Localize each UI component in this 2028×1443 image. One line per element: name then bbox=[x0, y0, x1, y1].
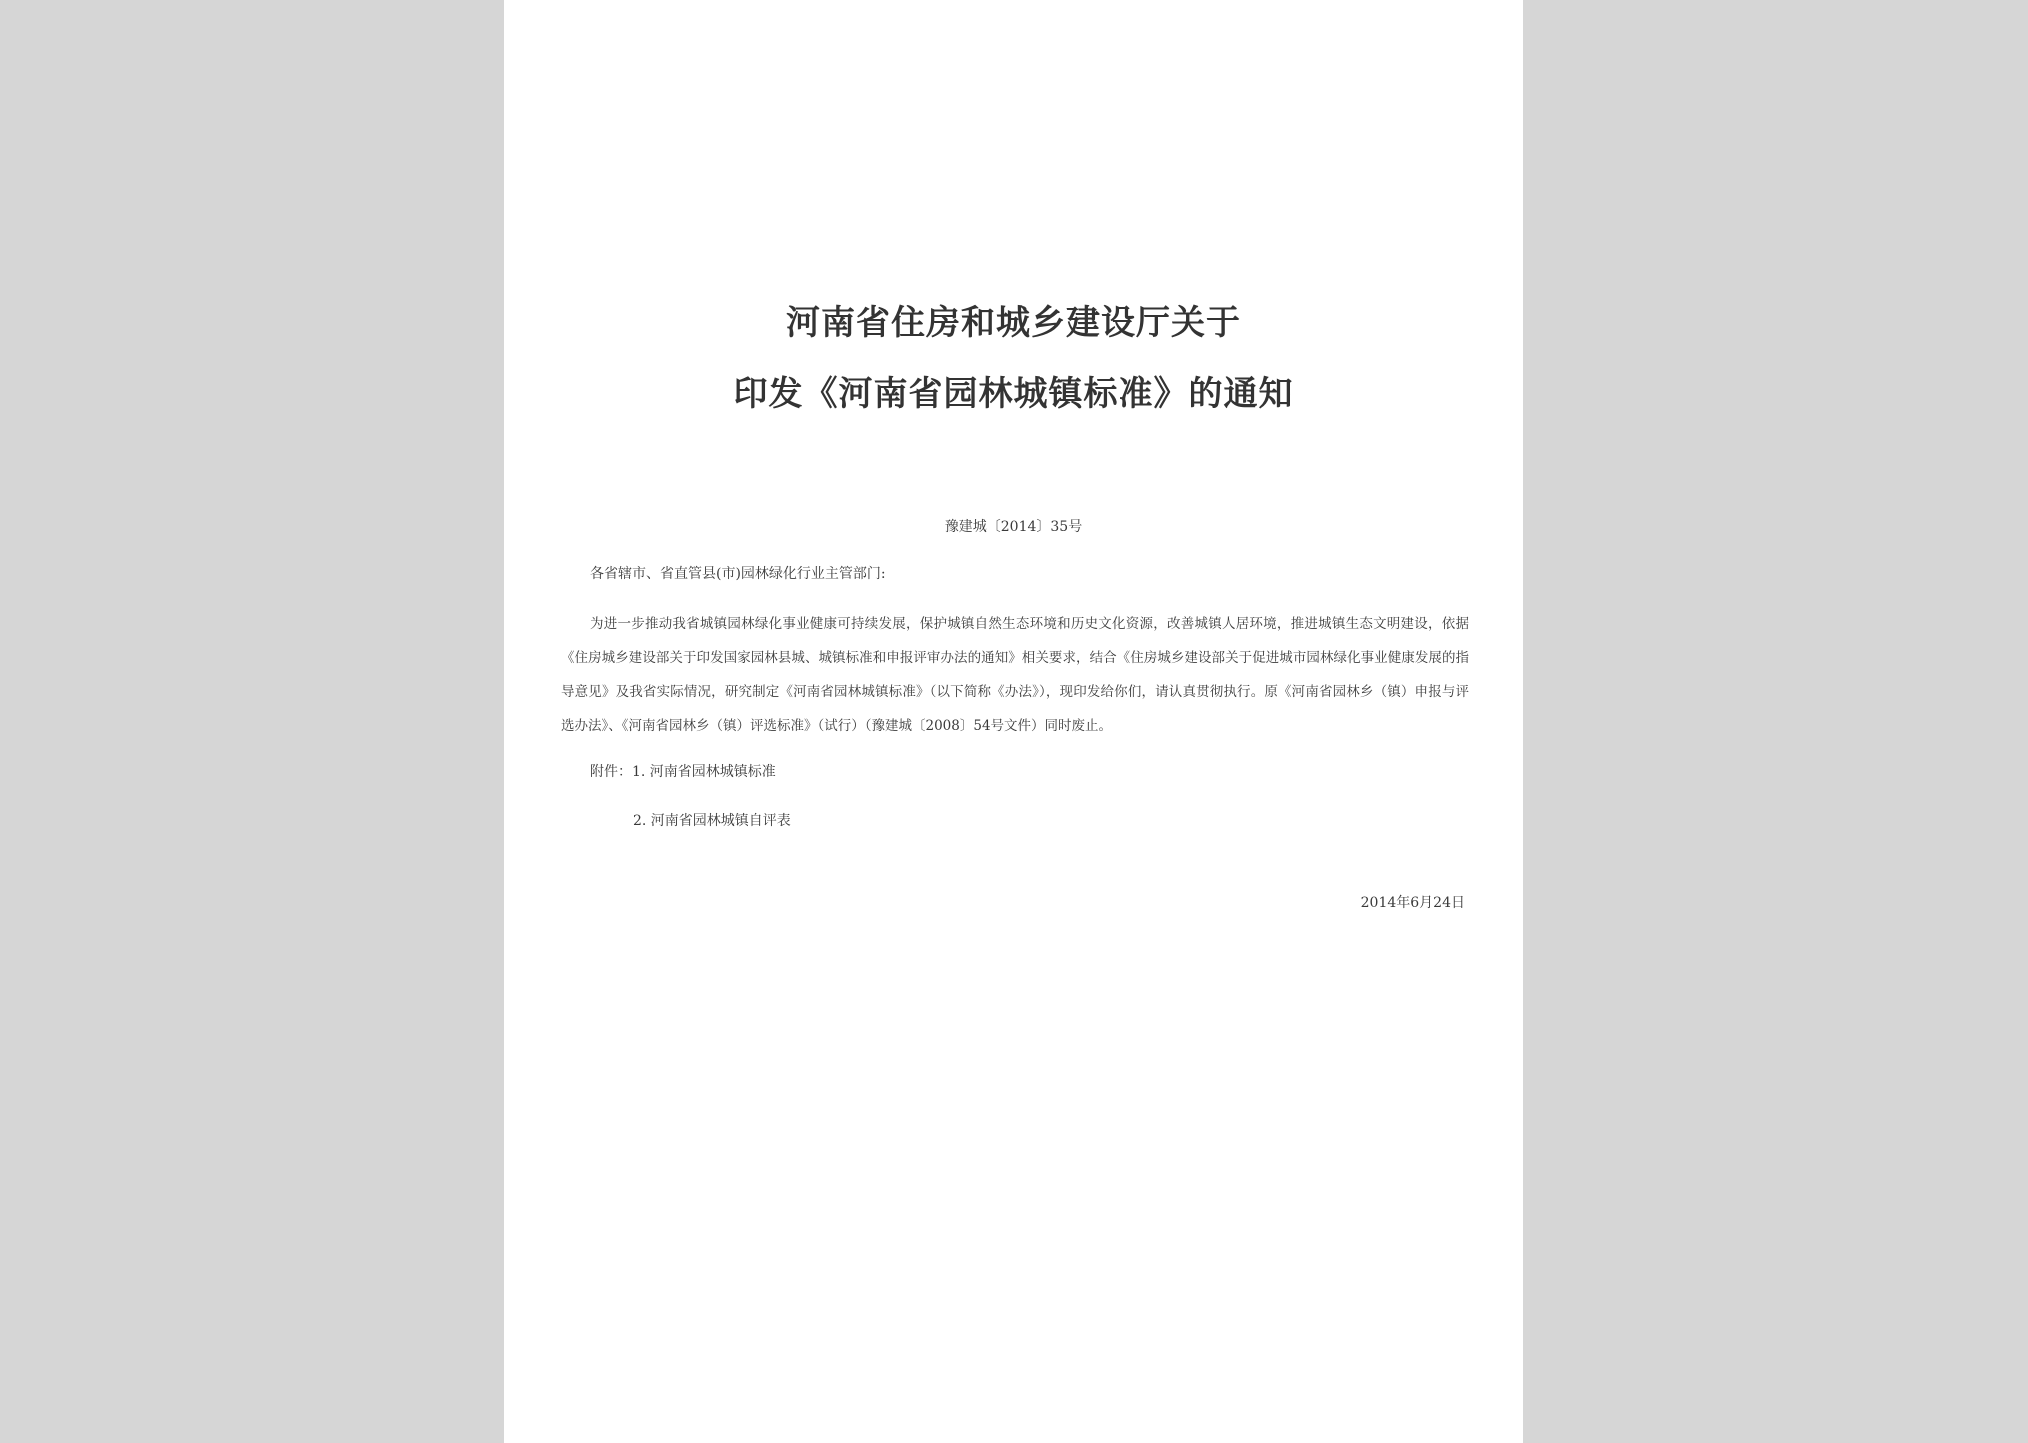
document-title-line-1: 河南省住房和城乡建设厅关于 bbox=[786, 303, 1241, 343]
document-page bbox=[504, 0, 1523, 1443]
attachment-item-2: 2. 河南省园林城镇自评表 bbox=[633, 813, 791, 829]
document-title-line-2: 印发《河南省园林城镇标准》的通知 bbox=[733, 374, 1294, 414]
body-paragraph: 为进一步推动我省城镇园林绿化事业健康可持续发展，保护城镇自然生态环境和历史文化资源，改善城镇人居环境，推进城镇生态文明建设，依据《住房城乡建设部关于印发国家园林县城、城镇标准和申报评审办法的通知》相关要求，结合《住房城乡建设部关于促进城市园林绿化事业健康发展的指导意见》及我省实际情况，研究制定《河南省园林城镇标准》（以下简称《办法》），现印发给你们，请认真贯彻执行。原《河南省园林乡（镇）申报与评选办法》、《河南省园林乡（镇）评选标准》（试行）（豫建城〔2008〕54号文件）同时废止。 bbox=[561, 616, 1469, 734]
document-number: 豫建城〔2014〕35号 bbox=[944, 519, 1083, 535]
salutation: 各省辖市、省直管县(市)园林绿化行业主管部门: bbox=[590, 566, 886, 582]
issue-date: 2014年6月24日 bbox=[1360, 895, 1465, 911]
attachment-item-1: 附件：1. 河南省园林城镇标准 bbox=[590, 764, 776, 780]
